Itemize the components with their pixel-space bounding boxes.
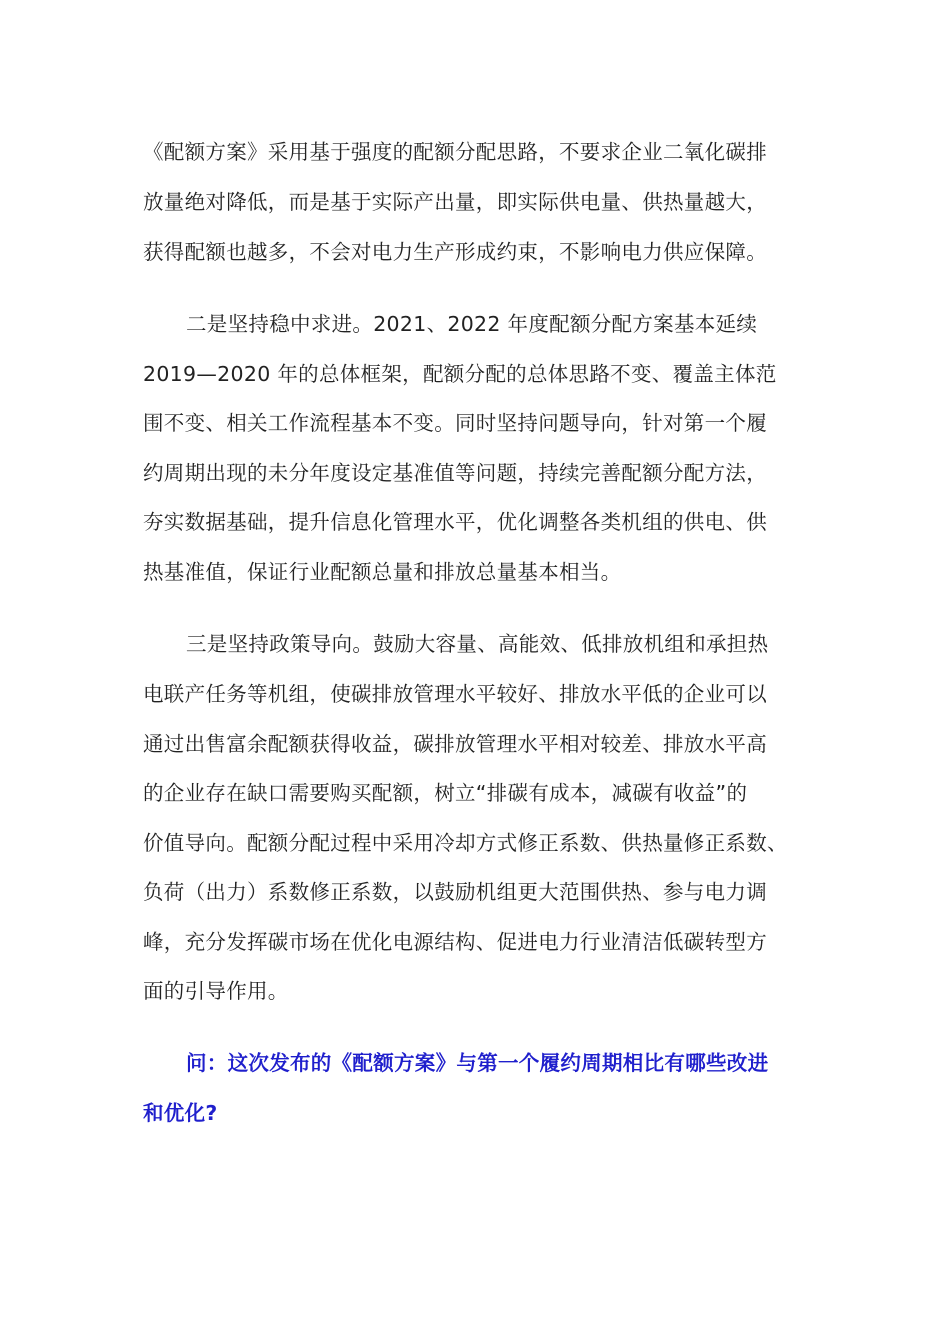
paragraph-2-line-1: 二是坚持稳中求进。2021、2022 年度配额分配方案基本延续 <box>186 312 758 336</box>
question-line-1: 问：这次发布的《配额方案》与第一个履约周期相比有哪些改进 <box>186 1051 769 1075</box>
paragraph-3-line-8: 面的引导作用。 <box>143 979 289 1003</box>
paragraph-3-line-1: 三是坚持政策导向。鼓励大容量、高能效、低排放机组和承担热 <box>186 632 769 656</box>
paragraph-3-line-4: 的企业存在缺口需要购买配额，树立“排碳有成本，减碳有收益”的 <box>143 781 748 805</box>
paragraph-2-line-6: 热基准值，保证行业配额总量和排放总量基本相当。 <box>143 560 622 584</box>
paragraph-3-line-2: 电联产任务等机组，使碳排放管理水平较好、排放水平低的企业可以 <box>143 682 767 706</box>
question-line-2: 和优化? <box>143 1101 218 1125</box>
paragraph-2-line-2: 2019—2020 年的总体框架，配额分配的总体思路不变、覆盖主体范 <box>143 362 777 386</box>
paragraph-3-line-6: 负荷（出力）系数修正系数，以鼓励机组更大范围供热、参与电力调 <box>143 880 767 904</box>
paragraph-1-line-2: 放量绝对降低，而是基于实际产出量，即实际供电量、供热量越大， <box>143 190 767 214</box>
paragraph-2-line-4: 约周期出现的未分年度设定基准值等问题，持续完善配额分配方法， <box>143 461 767 485</box>
paragraph-3-line-5: 价值导向。配额分配过程中采用冷却方式修正系数、供热量修正系数、 <box>143 831 788 855</box>
paragraph-3-line-3: 通过出售富余配额获得收益，碳排放管理水平相对较差、排放水平高 <box>143 732 767 756</box>
paragraph-2-line-3: 围不变、相关工作流程基本不变。同时坚持问题导向，针对第一个履 <box>143 411 767 435</box>
paragraph-1-line-3: 获得配额也越多，不会对电力生产形成约束，不影响电力供应保障。 <box>143 240 767 264</box>
paragraph-2-line-5: 夯实数据基础，提升信息化管理水平，优化调整各类机组的供电、供 <box>143 510 767 534</box>
paragraph-1-line-1: 《配额方案》采用基于强度的配额分配思路，不要求企业二氧化碳排 <box>143 140 767 164</box>
paragraph-3-line-7: 峰，充分发挥碳市场在优化电源结构、促进电力行业清洁低碳转型方 <box>143 930 767 954</box>
